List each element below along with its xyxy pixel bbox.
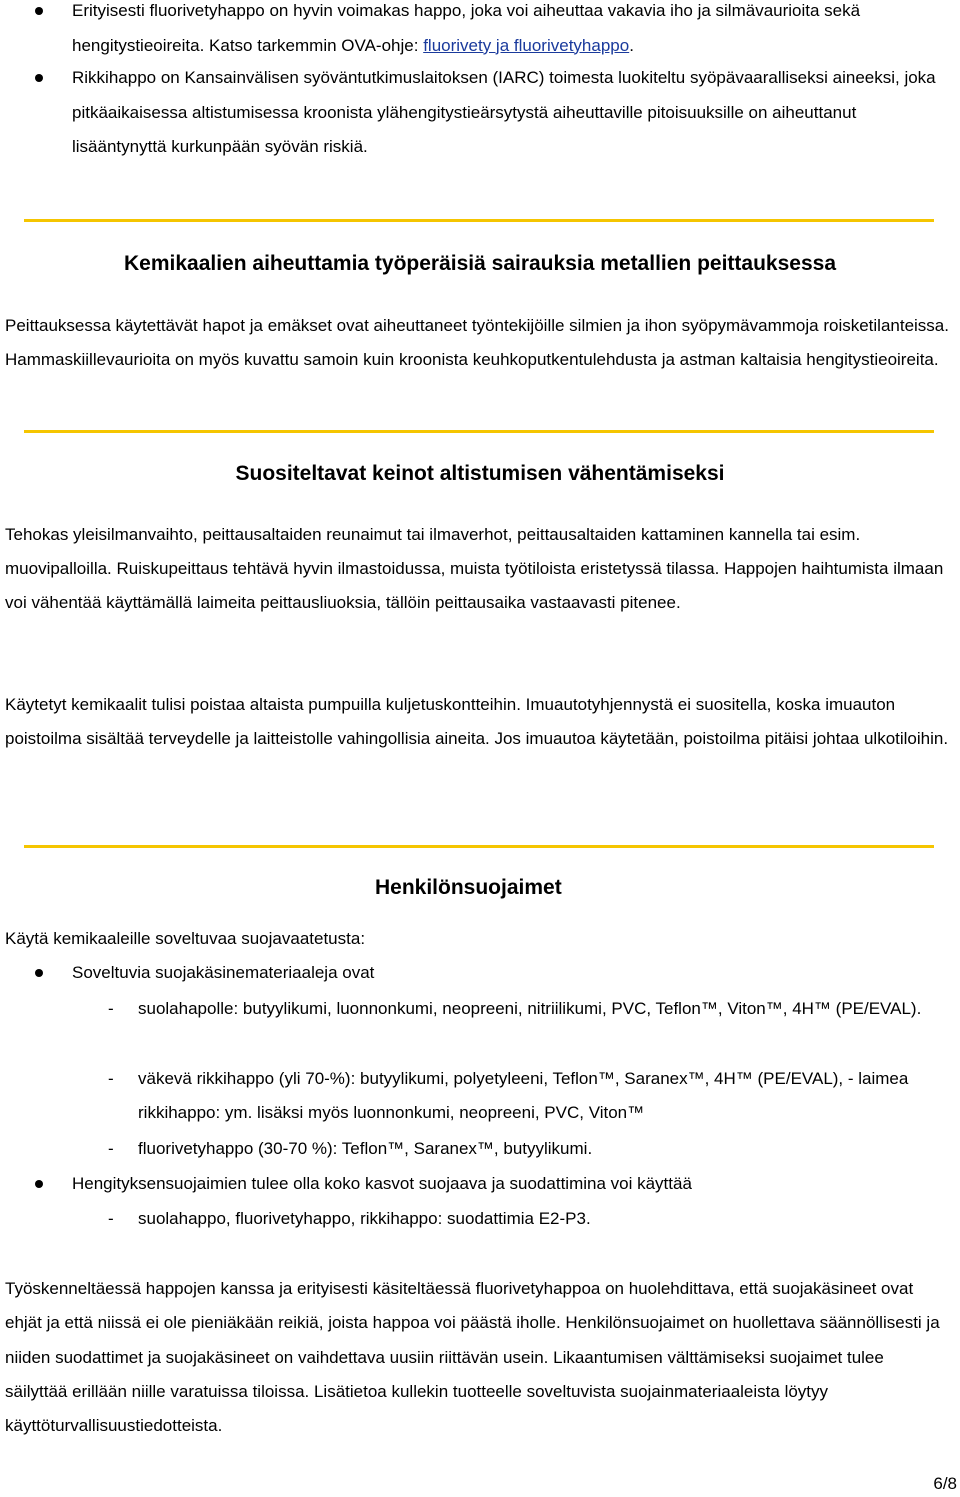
section-heading-ppe: Henkilönsuojaimet [375,876,562,899]
section-heading-diseases: Kemikaalien aiheuttamia työperäisiä sairauksia metallien peittauksessa [123,252,836,275]
bullet-text: Soveltuvia suojakäsinemateriaaleja ovat [0,956,960,991]
bullet-text: Hengityksensuojaimien tulee olla koko kasvot suojaava ja suodattimina voi käyttää [0,1167,960,1202]
paragraph-ppe-maintenance: Työskenneltäessä happojen kanssa ja erityisesti käsiteltäessä fluorivetyhappoa on huolehdittava, että suojakäsineet ovat ehjät ja että niissä ei ole pieniäkään reikiä, joista happoa voi päästä iholle. Henkilönsuojaimet on huollettava säännöllisesti ja niiden suodattimet ja suojakäsineet on vaihdettava uusiin riittävän usein. Likaantumisen välttämiseksi suojaimet tulee säilyttää erillään niille varatuissa tiloissa. Lisätietoa kullekin tuotteelle soveltuvista suojainmateriaaleista löytyy käyttöturvallisuustiedotteista. [5,1279,940,1436]
ova-guide-link[interactable]: fluorivety ja fluorivetyhappo [423,35,630,55]
bullet-text-end: . [629,35,634,55]
section-divider [24,845,934,848]
section-divider [24,430,934,433]
section-heading-exposure-reduction: Suositeltavat keinot altistumisen vähentämiseksi [235,462,725,485]
dash-item-filters: - suolahappo, fluorivetyhappo, rikkihappo: suodattimia E2-P3. [138,1202,938,1236]
ppe-bullet-gloves [0,956,960,991]
paragraph-chemical-removal: Käytetyt kemikaalit tulisi poistaa altaista pumpuilla kuljetuskontteihin. Imuautotyhjennystä ei suositella, koska imuauton poistoilma sisältää terveydelle ja laitteistolle vahingollisia aineita. Jos imuautoa käytetään, poistoilma pitäisi johtaa ulkotiloihin. [5,695,949,748]
bullet-item-hydrofluoric [0,0,952,63]
ppe-bullet-respirators [0,1167,960,1202]
bullet-item-sulfuric: Rikkihappo on Kansainvälisen syöväntutkimuslaitoksen (IARC) toimesta luokiteltu syöpävaaralliseksi aineeksi, joka pitkäaikaisessa altistumisessa kroonista ylähengitystieärsytystä aiheuttaville pitoisuuksille on aiheuttanut lisääntynyttä kurkunpään syövän riskiä. [0,61,952,165]
dash-item-hydrochloric: - suolahapolle: butyylikumi, luonnonkumi, neopreeni, nitriilikumi, PVC, Teflon™, Viton™, 4H™ (PE/EVAL). [138,992,938,1026]
paragraph-diseases: Peittauksessa käytettävät hapot ja emäkset ovat aiheuttaneet työntekijöille silmien ja ihon syöpymävammoja roisketilanteissa. Hammaskiillevaurioita on myös kuvattu samoin kuin kroonista keuhkoputkentulehdusta ja astman kaltaisia hengitystieoireita. [5,316,949,369]
bullet-text: Erityisesti fluorivetyhappo on hyvin voimakas happo, joka voi aiheuttaa vakavia iho ja silmävaurioita sekä hengitystieoireita. Katso tarkemmin OVA-ohje: [72,1,861,55]
paragraph-ventilation: Tehokas yleisilmanvaihto, peittausaltaiden reunaimut tai ilmaverhot, peittausaltaiden kattaminen kannella tai esim. muovipalloilla. Ruiskupeittaus tehtävä hyvin ilmastoidussa, muista työtiloista eristetyssä tilassa. Happojen haihtumista ilmaan voi vähentää käyttämällä laimeita peittausliuoksia, tällöin peittausaika vastaavasti pitenee. [5,525,944,612]
paragraph-ppe-intro: Käytä kemikaaleille soveltuvaa suojavaatetusta: [5,929,366,948]
page-number: 6/8 [933,1474,957,1493]
dash-item-hydrofluoric: - fluorivetyhappo (30-70 %): Teflon™, Saranex™, butyylikumi. [138,1132,938,1166]
dash-item-sulfuric: - väkevä rikkihappo (yli 70-%): butyylikumi, polyetyleeni, Teflon™, Saranex™, 4H™ (PE/EVAL), - laimea rikkihappo: ym. lisäksi myös luonnonkumi, neopreeni, PVC, Viton™ [138,1062,938,1130]
section-divider [24,219,934,222]
